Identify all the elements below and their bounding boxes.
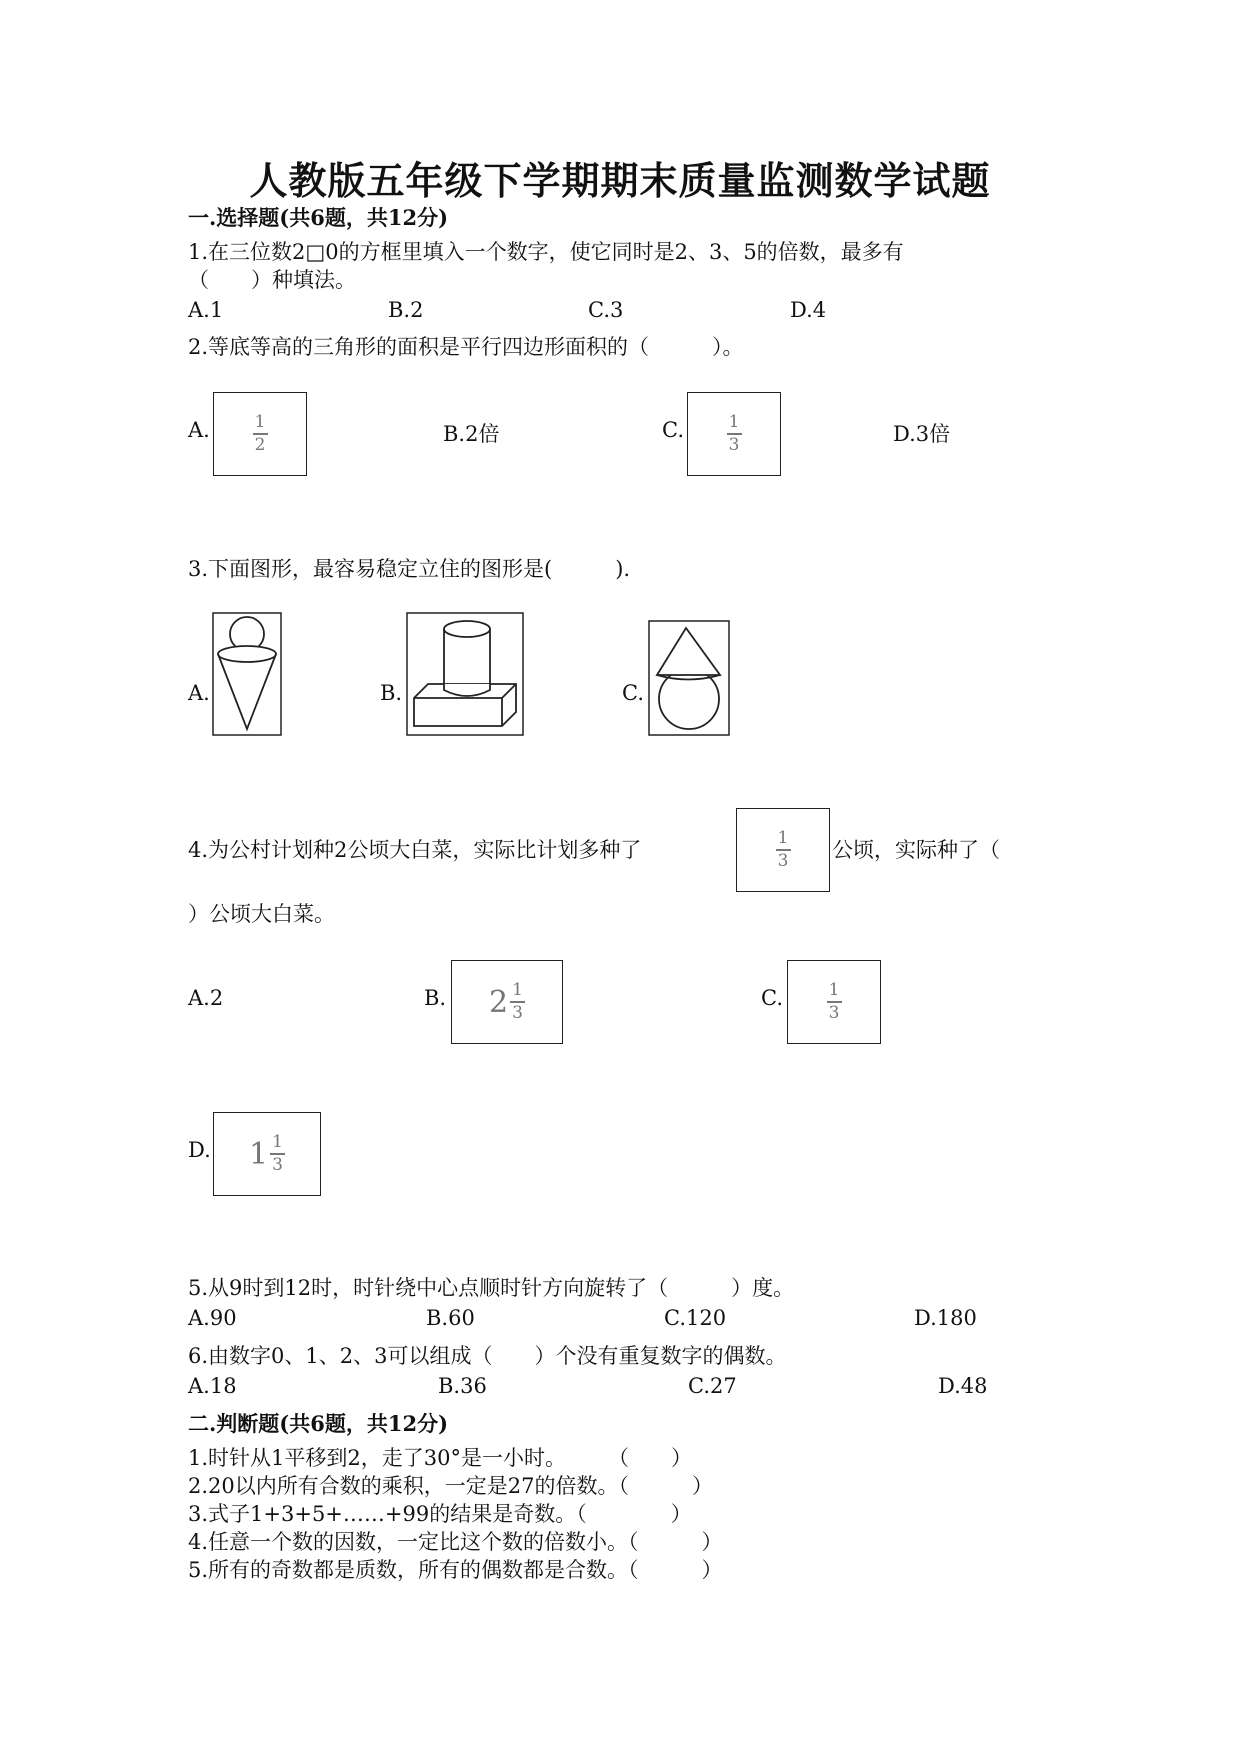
q4-text-before: 4.为公村计划种2公顷大白菜，实际比计划多种了 xyxy=(188,838,642,862)
page-title: 人教版五年级下学期期末质量监测数学试题 xyxy=(249,158,991,203)
fraction-numerator: 1 xyxy=(272,1132,283,1153)
q4-option-d-label[interactable]: D. xyxy=(188,1138,211,1162)
q2-text: 2.等底等高的三角形的面积是平行四边形面积的（ ）。 xyxy=(188,335,744,359)
q1-option-a[interactable]: A.1 xyxy=(188,298,224,322)
q5-option-c[interactable]: C.120 xyxy=(664,1306,727,1330)
q2-option-c-label[interactable]: C. xyxy=(662,418,684,442)
fraction-numerator: 1 xyxy=(828,980,840,1001)
fraction-denominator: 2 xyxy=(254,434,266,455)
judgement-item: 4.任意一个数的因数，一定比这个数的倍数小。（ ） xyxy=(188,1530,723,1554)
q5-option-a[interactable]: A.90 xyxy=(188,1306,237,1330)
fraction-denominator: 3 xyxy=(728,434,740,455)
q4-option-c-fraction-box xyxy=(787,960,881,1044)
q1-option-c[interactable]: C.3 xyxy=(588,298,624,322)
q2-option-d[interactable]: D.3倍 xyxy=(893,422,951,446)
judgement-item: 5.所有的奇数都是质数，所有的偶数都是合数。（ ） xyxy=(188,1558,723,1582)
judgement-item: 2.20以内所有合数的乘积，一定是27的倍数。（ ） xyxy=(188,1474,713,1498)
fraction-denominator: 3 xyxy=(777,850,789,871)
q3-option-c-figure-cone-on-sphere xyxy=(648,620,730,736)
q6-option-a[interactable]: A.18 xyxy=(188,1374,237,1398)
q1-text-line1: 1.在三位数2□0的方框里填入一个数字，使它同时是2、3、5的倍数，最多有 xyxy=(188,240,904,264)
q4-option-a[interactable]: A.2 xyxy=(188,986,224,1010)
q6-option-c[interactable]: C.27 xyxy=(688,1374,737,1398)
q1-text-line2: （ ）种填法。 xyxy=(188,268,356,292)
q2-option-a-fraction-box xyxy=(213,392,307,476)
q3-option-c-label[interactable]: C. xyxy=(622,681,644,705)
judgement-item: 1.时针从1平移到2，走了30°是一小时。 （ ） xyxy=(188,1446,692,1470)
q5-text: 5.从9时到12时，时针绕中心点顺时针方向旋转了（ ）度。 xyxy=(188,1276,795,1300)
q4-option-d-mixed-number-box xyxy=(213,1112,321,1196)
q3-option-b-figure-cylinder-on-box xyxy=(406,612,524,736)
q2-option-c-fraction-box xyxy=(687,392,781,476)
q2-option-a-label[interactable]: A. xyxy=(188,418,210,442)
q5-option-d[interactable]: D.180 xyxy=(914,1306,977,1330)
q5-option-b[interactable]: B.60 xyxy=(426,1306,475,1330)
q4-inline-fraction-box xyxy=(736,808,830,892)
judgement-item: 3.式子1+3+5+……+99的结果是奇数。（ ） xyxy=(188,1502,692,1526)
q6-option-d[interactable]: D.48 xyxy=(938,1374,988,1398)
q4-text-after: 公顷，实际种了（ xyxy=(832,838,1000,862)
q4-text-line2: ）公顷大白菜。 xyxy=(188,902,335,926)
fraction-numerator: 1 xyxy=(254,412,266,433)
q6-option-b[interactable]: B.36 xyxy=(438,1374,487,1398)
fraction-denominator: 3 xyxy=(828,1002,840,1023)
q4-option-b-mixed-number-box xyxy=(451,960,563,1044)
section-heading-choice: 一.选择题(共6题，共12分) xyxy=(188,205,449,230)
q4-option-b-label[interactable]: B. xyxy=(424,986,447,1010)
q1-option-b[interactable]: B.2 xyxy=(388,298,424,322)
q3-text: 3.下面图形，最容易稳定立住的图形是( ). xyxy=(188,557,631,581)
q4-option-c-label[interactable]: C. xyxy=(761,986,783,1010)
fraction-numerator: 1 xyxy=(777,828,789,849)
mixed-number-whole: 1 xyxy=(248,1136,269,1172)
q2-option-b[interactable]: B.2倍 xyxy=(443,422,500,446)
fraction-denominator: 3 xyxy=(272,1154,283,1175)
section-heading-judgement: 二.判断题(共6题，共12分) xyxy=(188,1411,449,1436)
mixed-number-whole: 2 xyxy=(488,984,509,1020)
q6-text: 6.由数字0、1、2、3可以组成（ ）个没有重复数字的偶数。 xyxy=(188,1344,787,1368)
fraction-numerator: 1 xyxy=(728,412,740,433)
q3-option-b-label[interactable]: B. xyxy=(380,681,403,705)
q3-option-a-figure-sphere-on-cone xyxy=(212,612,282,736)
q1-option-d[interactable]: D.4 xyxy=(790,298,827,322)
fraction-denominator: 3 xyxy=(512,1002,523,1023)
q3-option-a-label[interactable]: A. xyxy=(188,681,210,705)
fraction-numerator: 1 xyxy=(512,980,523,1001)
